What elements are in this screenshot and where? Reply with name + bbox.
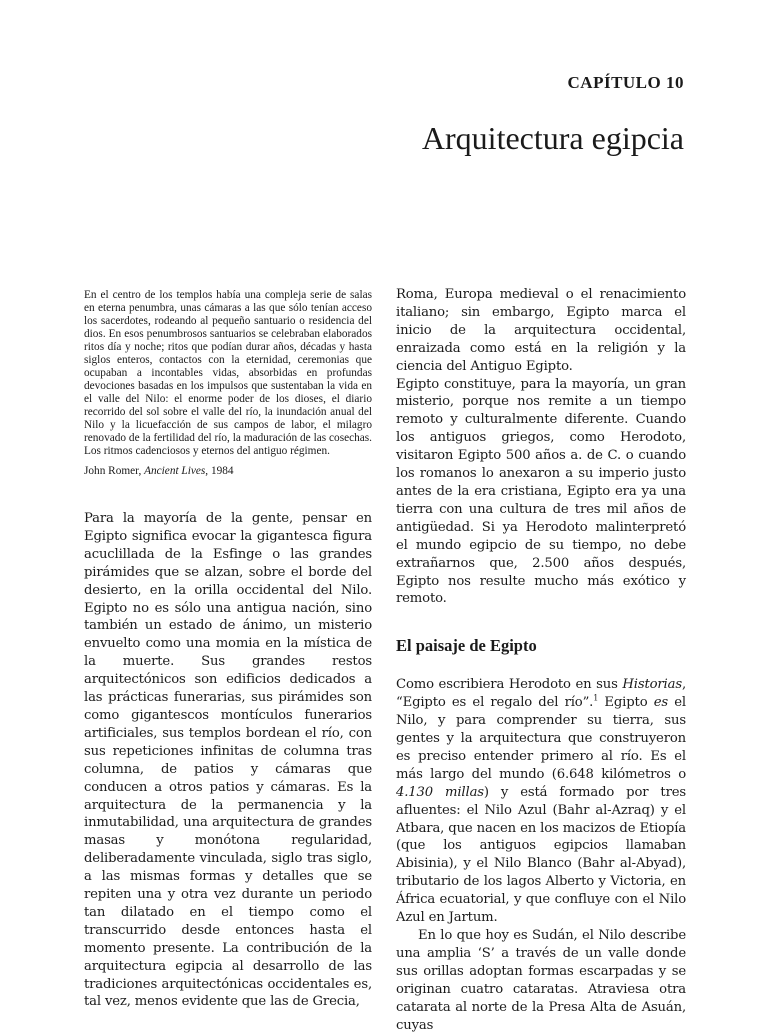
chapter-title: Arquitectura egipcia [421, 120, 684, 156]
epigraph: En el centro de los templos había una compleja serie de salas en eterna penumbra, unas cámaras a las que sólo tenían acceso los sacerdotes, rodeando al pequeño santuario o residencia del dios. En esos penumbrosos santuarios se celebraban elaborados ritos día y noche; ritos que podían durar años, décadas y hasta siglos enteros, contactos con la eternidad, ceremonias que ocupaban a incontables vidas, absorbidas en profundas devociones basadas en los impulsos que sustentaban la vida en el valle del Nilo: el enorme poder de los dioses, el diario recorrido del sol sobre el valle del río, la inundación anual del Nilo y la licuefacción de sus campos de labor, el milagro renovado de la fertilidad del río, la maduración de las cosechas. Los ritmos cadenciosos y eternos del antiguo régimen. [84, 289, 372, 457]
footnote-marker: 1 [593, 693, 599, 703]
body-paragraph-1: Para la mayoría de la gente, pensar en Egipto significa evocar la gigantesca figura acuclillada de la Esfinge o las grandes pirámides que se alzan, sobre el borde del desierto, en la orilla occidental del Nilo. Egipto no es sólo una antigua nación, sino también un estado de ánimo, un misterio envuelto como una momia en la mística de la muerte. Sus grandes restos arquitectónicos son edificios dedicados a las prácticas funerarias, sus pirámides son como gigantescos montículos funerarios artificiales, sus templos bordean el río, con sus repeticiones infinitas de columna tras columna, de patios y cámaras que conducen a otros patios y cámaras. Es la arquitectura de la permanencia y la inmutabilidad, una arquitectura de grandes masas y monótona regularidad, deliberadamente vinculada, siglo tras siglo, a las mismas formas y detalles que se repiten una y otra vez durante un periodo tan dilatado en el tiempo como el transcurrido desde entonces hasta el momento presente. La contribución de la arquitectura egipcia al desarrollo de las tradiciones arquitectónicas occidentales es, tal vez, menos evidente que las de Grecia, [84, 511, 372, 1010]
p3-part-d: Egipto [598, 695, 654, 711]
epigraph-author: John Romer, [84, 465, 145, 477]
epigraph-year: , 1984 [205, 465, 234, 477]
section-heading: El paisaje de Egipto [396, 636, 537, 656]
p3-part-f: el Nilo, y para comprender su tierra, sus gentes y la arquitectura que construyeron es preciso entender primero al río. Es el más largo del mundo (6.648 kilómetros o [396, 695, 686, 782]
p3-part-c: , “Egipto es el regalo del río”. [396, 677, 686, 711]
body-paragraph-1-continued: Roma, Europa medieval o el renacimiento italiano; sin embargo, Egipto marca el inicio de la arquitectura occidental, enraizada como está en la religión y la ciencia del Antiguo Egipto. [396, 287, 686, 374]
p3-part-a: Como escribiera Herodoto en sus [396, 677, 623, 693]
epigraph-work: Ancient Lives [144, 465, 206, 477]
chapter-label: CAPÍTULO 10 [567, 73, 684, 92]
right-column [396, 286, 686, 1034]
epigraph-attribution [84, 465, 372, 478]
p3-part-h: ) y está formado por tres afluentes: el Nilo Azul (Bahr al-Azraq) y el Atbara, que nacen en los macizos de Etiopía (que los antiguos egipcios llamaban Abisinia), y el Nilo Blanco (Bahr al-Abyad), tributario de los lagos Alberto y Victoria, en África ecuatorial, y que confluye con el Nilo Azul en Jartum. [396, 784, 686, 926]
p3-historias: Historias [622, 677, 682, 693]
p3-es: es [653, 695, 669, 711]
body-paragraph-2: Egipto constituye, para la mayoría, un gran misterio, porque nos remite a un tiempo remoto y culturalmente diferente. Cuando los antiguos griegos, como Herodoto, visitaron Egipto 500 años a. de C. o cuando los romanos lo anexaron a su imperio justo antes de la era cristiana, Egipto era ya una tierra con una cultura de tres mil años de antigüedad. Si ya Herodoto malinterpretó el mundo egipcio de su tiempo, no debe extrañarnos que, 2.500 años después, Egipto nos resulte mucho más exótico y remoto. [396, 376, 686, 607]
left-column [84, 289, 372, 1011]
p3-millas: 4.130 millas [396, 784, 484, 800]
body-paragraph-3 [396, 676, 686, 927]
body-paragraph-4: En lo que hoy es Sudán, el Nilo describe una amplia ‘S’ a través de un valle donde sus orillas adoptan formas escarpadas y se originan cuatro cataratas. Atraviesa otra catarata al norte de la Presa Alta de Asuán, cuyas [396, 928, 686, 1033]
